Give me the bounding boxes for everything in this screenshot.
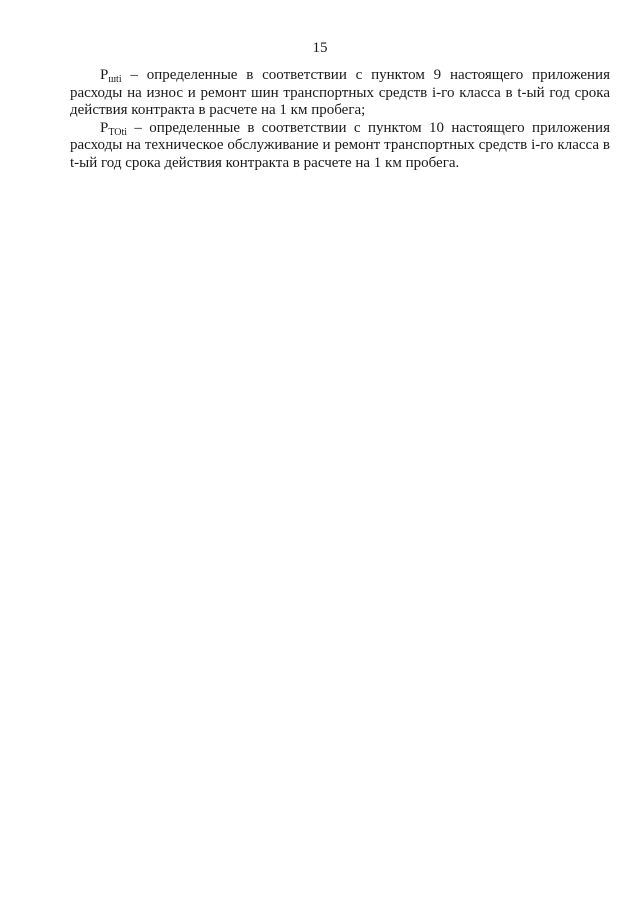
- symbol-letter: P: [100, 119, 109, 136]
- definition-paragraph-maintenance-costs: [70, 120, 610, 173]
- symbol-letter: P: [100, 67, 109, 83]
- paragraph-text: – определенные в соответствии с пунктом 9 настоящего приложения расходы на износ и ремонт шин транспортных средств i-го класса в t-ый год срока действия контракта в расчете на 1 км пробега;: [70, 67, 610, 119]
- paragraph-text: – определенные в соответствии с пунктом 10 настоящего приложения расходы на техническое обслуживание и ремонт транспортных средств i-го класса в t-ый год срока действия контракта в расчете на 1 км пробега.: [70, 119, 610, 171]
- document-body: [70, 67, 610, 173]
- symbol-subscript: TOti: [108, 126, 128, 138]
- page-number: 15: [312, 40, 328, 56]
- definition-paragraph-tire-costs: [70, 67, 610, 120]
- symbol-subscript: шti: [108, 74, 122, 85]
